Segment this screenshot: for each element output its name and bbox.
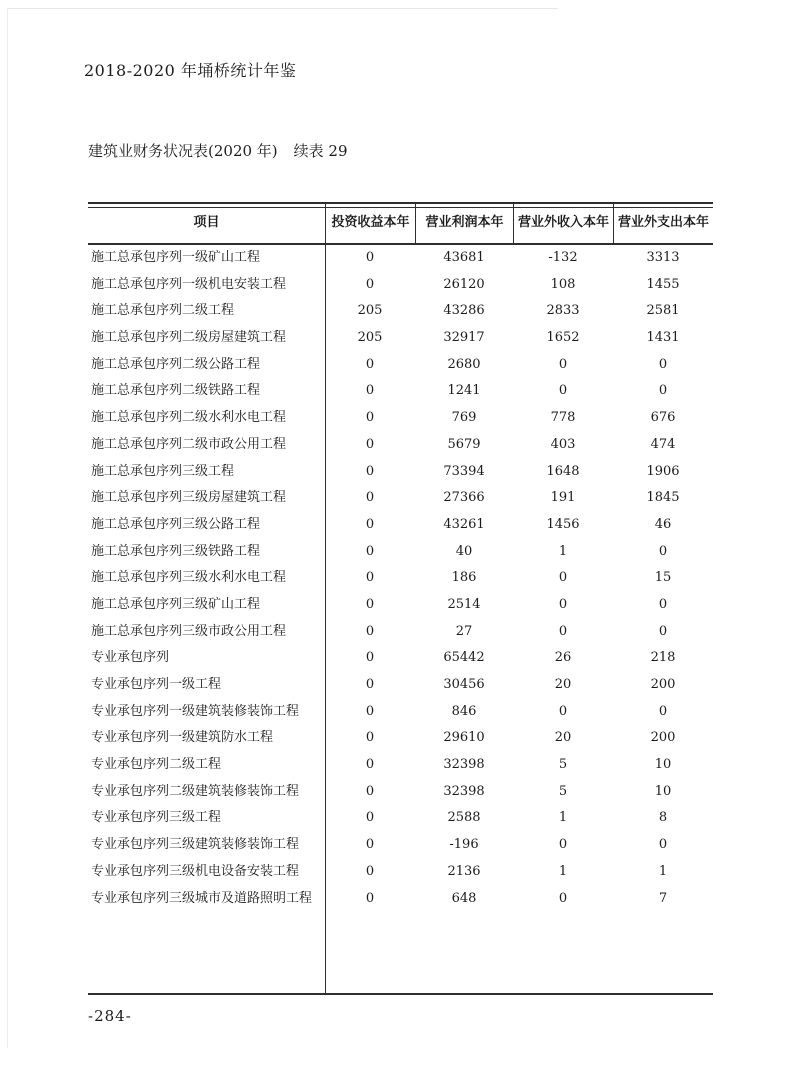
cell-value: 0: [558, 596, 568, 612]
cell-value: 205: [357, 330, 383, 346]
cell-value: 0: [365, 516, 375, 532]
cell-value: 186: [451, 570, 477, 586]
row-label: 专业承包序列三级城市及道路照明工程: [91, 890, 313, 906]
table-row: [88, 672, 713, 699]
cell-value: 20: [554, 677, 572, 692]
table-row: [88, 725, 713, 752]
cell-value: 0: [658, 596, 668, 612]
cell-value: 0: [658, 356, 668, 372]
cell-value: 27: [455, 623, 473, 639]
table-row: [88, 645, 713, 672]
row-label: 施工总承包序列二级公路工程: [91, 356, 261, 372]
row-label: 专业承包序列三级建筑装修装饰工程: [91, 837, 300, 853]
cell-value: 32398: [443, 783, 485, 799]
cell-value: 0: [558, 890, 568, 906]
row-label: 施工总承包序列三级市政公用工程: [91, 623, 287, 639]
stub-divider-line: [325, 245, 326, 995]
cell-value: 5: [558, 757, 568, 773]
cell-value: 0: [365, 276, 375, 292]
cell-value: 46: [654, 516, 672, 532]
table-row: [88, 459, 713, 486]
column-header-project: 项目: [193, 215, 220, 230]
table-row: [88, 272, 713, 299]
cell-value: 0: [558, 703, 568, 719]
row-label: 专业承包序列一级建筑装修装饰工程: [91, 703, 300, 719]
cell-value: 0: [365, 623, 375, 639]
column-header-non-operating-expense: 营业外支出本年: [613, 202, 713, 243]
page-number: -284-: [88, 1007, 132, 1025]
table-row: [88, 699, 713, 726]
cell-value: 0: [365, 677, 375, 692]
table-row: [88, 432, 713, 459]
table-row: [88, 779, 713, 806]
table-row: [88, 378, 713, 405]
cell-value: 1: [558, 810, 568, 826]
cell-value: 0: [365, 463, 375, 479]
table-row: [88, 592, 713, 619]
cell-value: 676: [650, 410, 676, 426]
row-label: 施工总承包序列一级机电安装工程: [91, 276, 287, 292]
cell-value: 5: [558, 783, 568, 799]
row-label: 施工总承包序列二级房屋建筑工程: [91, 330, 287, 346]
cell-value: 0: [558, 623, 568, 639]
cell-value: 0: [658, 703, 668, 719]
cell-value: 43286: [443, 303, 485, 319]
cell-value: 1456: [546, 516, 580, 532]
table-row: [88, 886, 713, 913]
row-label: 专业承包序列三级机电设备安装工程: [91, 863, 300, 879]
row-label: 施工总承包序列二级市政公用工程: [91, 436, 287, 452]
cell-value: 0: [365, 543, 375, 559]
cell-value: 8: [658, 810, 668, 826]
cell-value: 1431: [646, 330, 680, 346]
table-title-text: 建筑业财务状况表(2020 年): [88, 142, 278, 160]
table-header-row: [88, 202, 713, 245]
row-label: 专业承包序列一级工程: [91, 677, 222, 692]
row-label: 专业承包序列三级工程: [91, 810, 222, 826]
row-label: 施工总承包序列三级工程: [91, 463, 235, 479]
cell-value: 29610: [443, 730, 485, 746]
cell-value: 1906: [646, 463, 680, 479]
column-header-non-operating-income: 营业外收入本年: [513, 202, 613, 243]
cell-value: 2680: [447, 356, 481, 372]
cell-value: 0: [558, 383, 568, 399]
cell-value: 65442: [443, 650, 485, 666]
cell-value: 2588: [447, 810, 481, 826]
cell-value: 43261: [443, 516, 485, 532]
cell-value: 778: [550, 410, 576, 426]
table-row: [88, 298, 713, 325]
cell-value: 769: [451, 410, 477, 426]
row-label: 专业承包序列一级建筑防水工程: [91, 730, 274, 746]
cell-value: 1: [658, 863, 668, 879]
cell-value: 0: [365, 250, 375, 265]
row-label: 施工总承包序列三级公路工程: [91, 516, 261, 532]
table-title: [88, 140, 348, 161]
cell-value: 0: [365, 596, 375, 612]
cell-value: 0: [658, 837, 668, 853]
cell-value: 0: [658, 543, 668, 559]
cell-value: 0: [365, 490, 375, 506]
table-row: [88, 565, 713, 592]
cell-value: 73394: [443, 463, 485, 479]
cell-value: 0: [365, 890, 375, 906]
cell-value: 205: [357, 303, 383, 319]
row-label: 施工总承包序列二级铁路工程: [91, 383, 261, 399]
row-label: 施工总承包序列一级矿山工程: [91, 250, 261, 265]
cell-value: -132: [548, 250, 578, 265]
cell-value: 0: [365, 783, 375, 799]
cell-value: 0: [365, 810, 375, 826]
cell-value: 0: [365, 703, 375, 719]
cell-value: 2136: [447, 863, 481, 879]
row-label: 施工总承包序列二级工程: [91, 303, 235, 319]
cell-value: 27366: [443, 490, 485, 506]
cell-value: 0: [365, 436, 375, 452]
cell-value: 0: [658, 383, 668, 399]
cell-value: 40: [455, 543, 473, 559]
row-label: 施工总承包序列三级水利水电工程: [91, 570, 287, 586]
cell-value: 10: [654, 783, 672, 799]
cell-value: 846: [451, 703, 477, 719]
cell-value: 1241: [447, 383, 481, 399]
table-row: [88, 805, 713, 832]
table-row: [88, 832, 713, 859]
cell-value: 43681: [443, 250, 485, 265]
row-label: 专业承包序列: [91, 650, 170, 666]
row-label: 施工总承包序列三级房屋建筑工程: [91, 490, 287, 506]
cell-value: 0: [365, 757, 375, 773]
cell-value: 0: [558, 837, 568, 853]
cell-value: 5679: [447, 436, 481, 452]
cell-value: 32917: [443, 330, 485, 346]
cell-value: 0: [365, 730, 375, 746]
cell-value: 20: [554, 730, 572, 746]
row-label: 专业承包序列二级建筑装修装饰工程: [91, 783, 300, 799]
table-row: [88, 752, 713, 779]
cell-value: 0: [558, 356, 568, 372]
table-body: [88, 245, 713, 912]
row-label: 专业承包序列二级工程: [91, 757, 222, 773]
cell-value: 1455: [646, 276, 680, 292]
table-row: [88, 245, 713, 272]
cell-value: 1845: [646, 490, 680, 506]
cell-value: 0: [365, 383, 375, 399]
cell-value: 7: [658, 890, 668, 906]
cell-value: 2581: [646, 303, 680, 319]
cell-value: 26120: [443, 276, 485, 292]
table-row: [88, 485, 713, 512]
cell-value: -196: [449, 837, 479, 853]
cell-value: 1652: [546, 330, 580, 346]
cell-value: 1: [558, 543, 568, 559]
row-label: 施工总承包序列二级水利水电工程: [91, 410, 287, 426]
cell-value: 2833: [546, 303, 580, 319]
cell-value: 218: [650, 650, 676, 666]
cell-value: 0: [658, 623, 668, 639]
cell-value: 1: [558, 863, 568, 879]
cell-value: 0: [365, 863, 375, 879]
cell-value: 1648: [546, 463, 580, 479]
scan-edge-top: [8, 8, 558, 9]
table-row: [88, 859, 713, 886]
column-header-investment-income: 投资收益本年: [325, 202, 415, 243]
running-header: 2018-2020 年埇桥统计年鉴: [84, 61, 297, 80]
table-row: [88, 405, 713, 432]
table-top-rule: [88, 202, 713, 208]
cell-value: 3313: [646, 250, 680, 265]
table-row: [88, 352, 713, 379]
cell-value: 0: [365, 410, 375, 426]
cell-value: 32398: [443, 757, 485, 773]
table-row: [88, 539, 713, 566]
cell-value: 30456: [443, 677, 485, 692]
cell-value: 648: [451, 890, 477, 906]
cell-value: 2514: [447, 596, 481, 612]
cell-value: 200: [650, 677, 676, 692]
cell-value: 26: [554, 650, 572, 666]
cell-value: 0: [365, 570, 375, 586]
table-title-suffix: 续表 29: [293, 142, 348, 160]
cell-value: 108: [550, 276, 576, 292]
column-header-operating-profit: 营业利润本年: [415, 202, 513, 243]
cell-value: 15: [654, 570, 672, 586]
cell-value: 403: [550, 436, 576, 452]
row-label: 施工总承包序列三级矿山工程: [91, 596, 261, 612]
table-row: [88, 512, 713, 539]
cell-value: 0: [365, 650, 375, 666]
row-label: 施工总承包序列三级铁路工程: [91, 543, 261, 559]
table-row: [88, 619, 713, 646]
table-bottom-rule: [88, 993, 713, 995]
financial-table: [88, 202, 713, 995]
cell-value: 0: [365, 356, 375, 372]
cell-value: 191: [550, 490, 576, 506]
table-row: [88, 325, 713, 352]
cell-value: 0: [365, 837, 375, 853]
scan-edge-left: [7, 8, 8, 1048]
cell-value: 474: [650, 436, 676, 452]
cell-value: 200: [650, 730, 676, 746]
cell-value: 0: [558, 570, 568, 586]
cell-value: 10: [654, 757, 672, 773]
